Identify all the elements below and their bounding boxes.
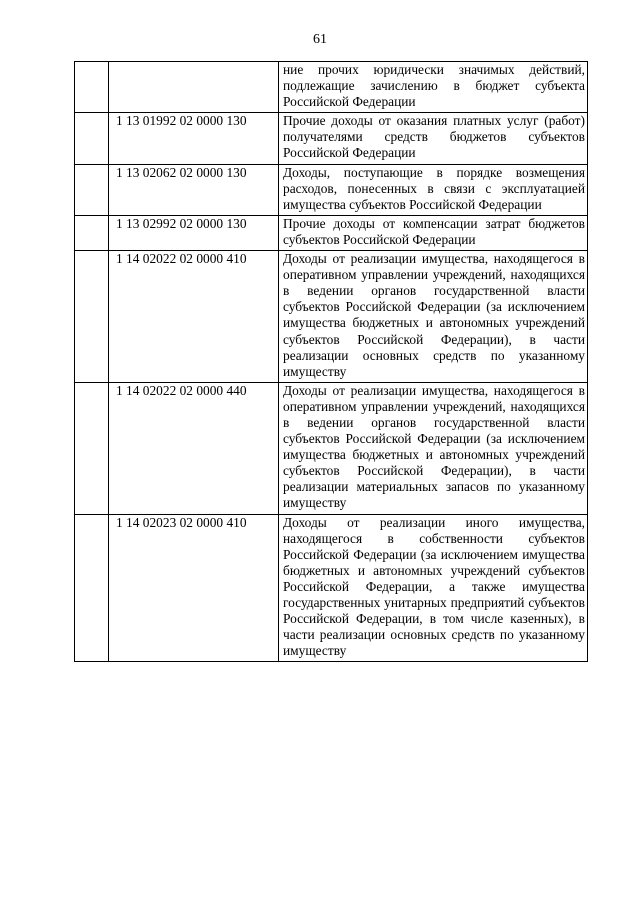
table-row (75, 113, 588, 164)
income-code-cell (109, 62, 279, 113)
income-description-cell: Доходы, поступающие в порядке возмещения расходов, понесенных в связи с эксплуатацией имущества субъектов Российской Федерации (279, 164, 588, 215)
admin-code-cell (75, 113, 109, 164)
table-row (75, 215, 588, 250)
budget-classification-table (74, 61, 588, 662)
admin-code-cell (75, 215, 109, 250)
admin-code-cell (75, 164, 109, 215)
admin-code-cell (75, 382, 109, 514)
page-number: 61 (313, 32, 327, 47)
income-code-cell: 1 14 02023 02 0000 410 (109, 514, 279, 662)
income-code-cell: 1 14 02022 02 0000 410 (109, 251, 279, 383)
table-row (75, 164, 588, 215)
income-description-cell: Прочие доходы от компенсации затрат бюджетов субъектов Российской Федерации (279, 215, 588, 250)
table-row (75, 251, 588, 383)
income-description-cell: Доходы от реализации иного имущества, находящегося в собственности субъектов Российской Федерации (за исключением имущества бюджетных и автономных учреждений субъектов Российской Федерации, а также имущества государственных унитарных предприятий субъектов Российской Федерации, в том числе казенных), в части реализации основных средств по указанному имуществу (279, 514, 588, 662)
income-description-cell: Доходы от реализации имущества, находящегося в оперативном управлении учреждений, находящихся в ведении органов государственной власти субъектов Российской Федерации (за исключением имущества бюджетных и автономных учреждений субъектов Российской Федерации), в части реализации основных средств по указанному имуществу (279, 251, 588, 383)
table-row (75, 62, 588, 113)
income-code-cell: 1 13 02062 02 0000 130 (109, 164, 279, 215)
income-code-cell: 1 13 02992 02 0000 130 (109, 215, 279, 250)
admin-code-cell (75, 251, 109, 383)
admin-code-cell (75, 62, 109, 113)
table-row (75, 514, 588, 662)
admin-code-cell (75, 514, 109, 662)
income-code-cell: 1 13 01992 02 0000 130 (109, 113, 279, 164)
income-description-cell: Доходы от реализации имущества, находящегося в оперативном управлении учреждений, находящихся в ведении органов государственной власти субъектов Российской Федерации (за исключением имущества бюджетных и автономных учреждений субъектов Российской Федерации), в части реализации материальных запасов по указанному имуществу (279, 382, 588, 514)
table-row (75, 382, 588, 514)
income-code-cell: 1 14 02022 02 0000 440 (109, 382, 279, 514)
income-description-cell: Прочие доходы от оказания платных услуг (работ) получателями средств бюджетов субъектов Российской Федерации (279, 113, 588, 164)
income-description-cell: ние прочих юридически значимых действий, подлежащие зачислению в бюджет субъекта Российской Федерации (279, 62, 588, 113)
